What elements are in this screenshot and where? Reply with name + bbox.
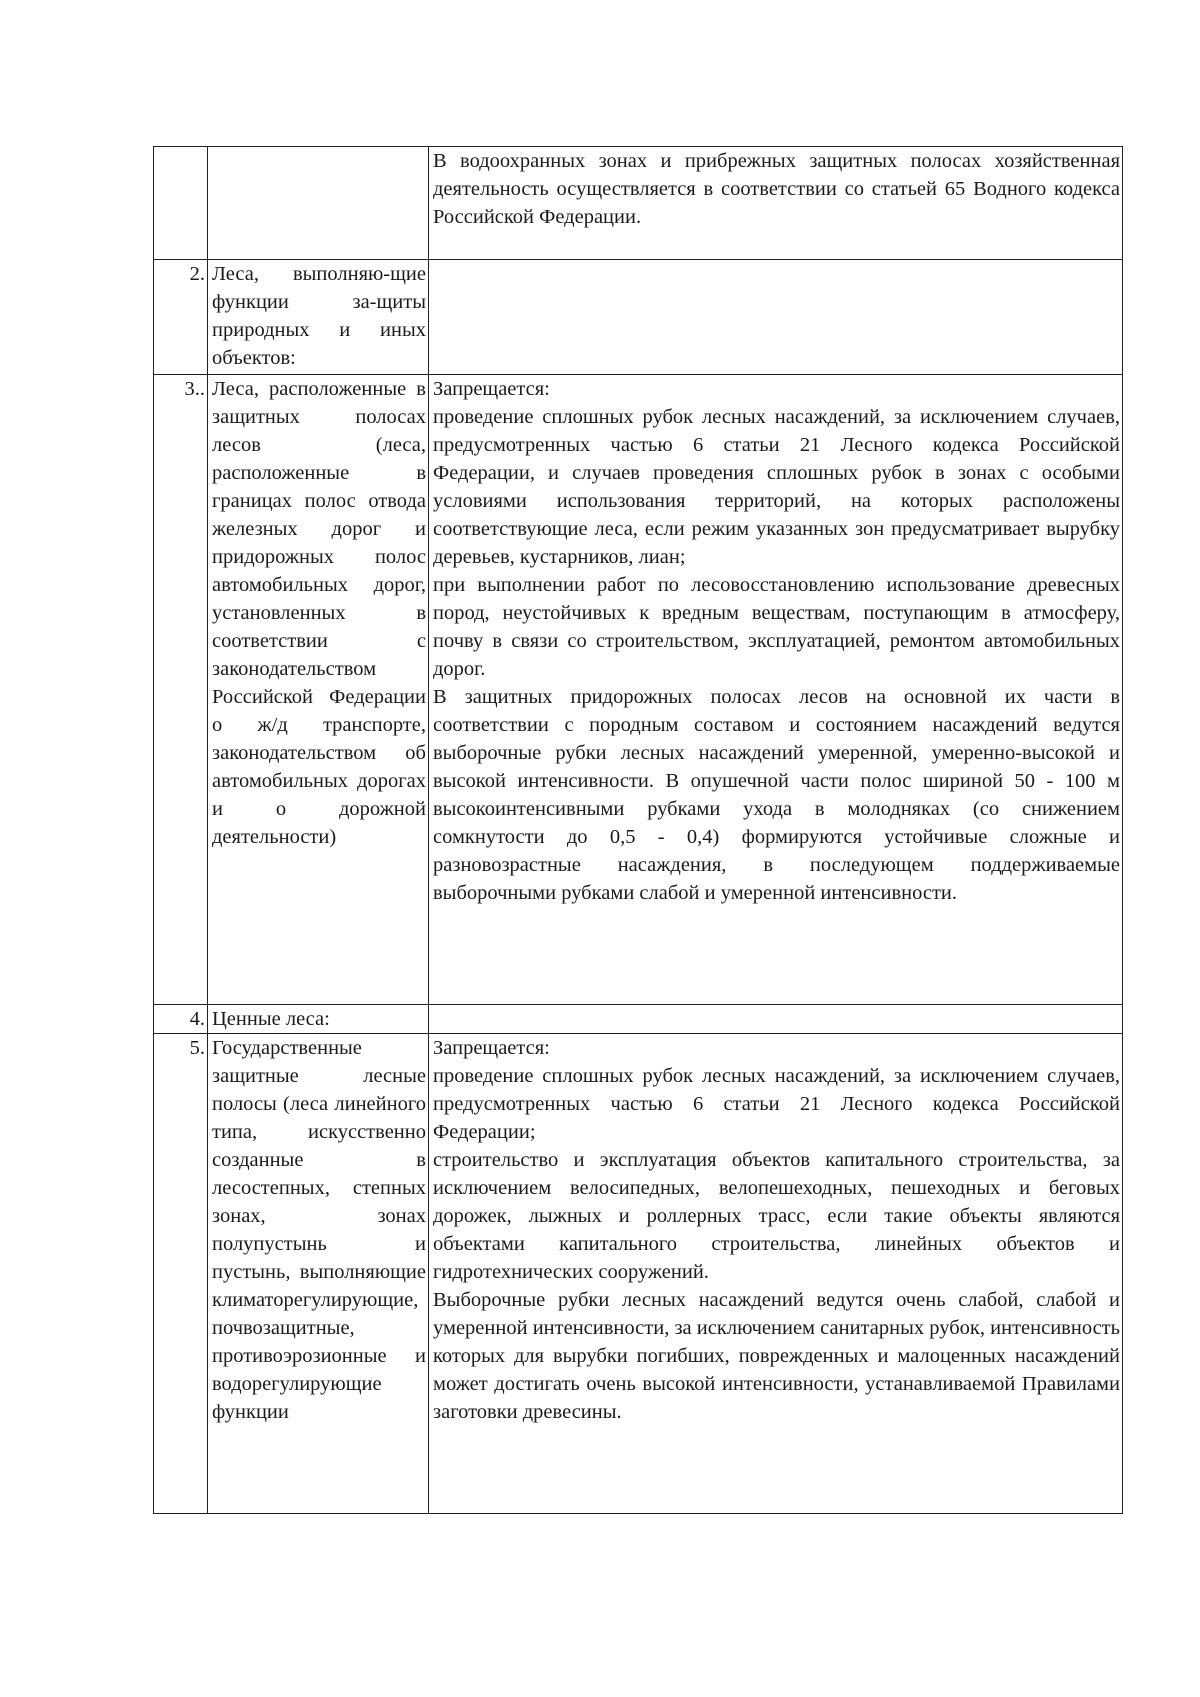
regulation-paragraph: В водоохранных зонах и прибрежных защитных полосах хозяйственная деятельность осуществляется в соответствии со статьей 65 Водного кодекса Российской Федерации. xyxy=(433,150,1120,228)
table-row xyxy=(154,375,1123,1005)
regulation-paragraph: Выборочные рубки лесных насаждений ведутся очень слабой, слабой и умеренной интенсивности, за исключением санитарных рубок, интенсивность которых для вырубки погибших, поврежденных и малоценных насаждений может достигать очень высокой интенсивности, устанавливаемой Правилами заготовки древесины. xyxy=(433,1289,1120,1423)
forest-category: Леса, выполняю-щие функции за-щиты природных и иных объектов: xyxy=(208,260,429,375)
row-number: 3.. xyxy=(154,375,208,1005)
table-row xyxy=(154,1034,1123,1514)
regulation-text xyxy=(429,147,1123,260)
row-number: 5. xyxy=(154,1034,208,1514)
regulation-text xyxy=(429,1005,1123,1034)
forest-category: Леса, расположенные в защитных полосах лесов (леса, расположенные в границах полос отвода железных дорог и придорожных полос автомобильных дорог, установленных в соответствии с законодательством Российской Федерации о ж/д транспорте, законодательством об автомобильных дорогах и о дорожной деятельности) xyxy=(208,375,429,1005)
row-number: 4. xyxy=(154,1005,208,1034)
table-row xyxy=(154,1005,1123,1034)
table-row xyxy=(154,260,1123,375)
regulation-text xyxy=(429,260,1123,375)
regulation-paragraph: проведение сплошных рубок лесных насаждений, за исключением случаев, предусмотренных частью 6 статьи 21 Лесного кодекса Российской Федерации; xyxy=(433,1065,1120,1143)
regulation-text xyxy=(429,375,1123,1005)
forest-category: Ценные леса: xyxy=(208,1005,429,1034)
regulation-paragraph: проведение сплошных рубок лесных насаждений, за исключением случаев, предусмотренных частью 6 статьи 21 Лесного кодекса Российской Федерации, и случаев проведения сплошных рубок в зонах с особыми условиями использования территорий, на которых расположены соответствующие леса, если режим указанных зон предусматривает вырубку деревьев, кустарников, лиан; xyxy=(433,406,1120,568)
regulation-heading: Запрещается: xyxy=(433,1037,550,1059)
regulation-heading: Запрещается: xyxy=(433,378,550,400)
row-number: 2. xyxy=(154,260,208,375)
table-row xyxy=(154,147,1123,260)
forest-category xyxy=(208,147,429,260)
forest-category: Государственные защитные лесные полосы (леса линейного типа, искусственно созданные в лесостепных, степных зонах, зонах полупустынь и пустынь, выполняющие климаторегулирующие, почвозащитные, противоэрозионные и водорегулирующие функции xyxy=(208,1034,429,1514)
regulation-paragraph: при выполнении работ по лесовосстановлению использование древесных пород, неустойчивых к вредным веществам, поступающим в атмосферу, почву в связи со строительством, эксплуатацией, ремонтом автомобильных дорог. xyxy=(433,574,1120,680)
regulation-paragraph: В защитных придорожных полосах лесов на основной их части в соответствии с породным составом и состоянием насаждений ведутся выборочные рубки лесных насаждений умеренной, умеренно-высокой и высокой интенсивности. В опушечной части полос шириной 50 - 100 м высокоинтенсивными рубками ухода в молодняках (со снижением сомкнутости до 0,5 - 0,4) формируются устойчивые сложные и разновозрастные насаждения, в последующем поддерживаемые выборочными рубками слабой и умеренной интенсивности. xyxy=(433,686,1120,904)
regulation-text xyxy=(429,1034,1123,1514)
row-number xyxy=(154,147,208,260)
regulation-paragraph: строительство и эксплуатация объектов капитального строительства, за исключением велосипедных, велопешеходных, пешеходных и беговых дорожек, лыжных и роллерных трасс, если такие объекты являются объектами капитального строительства, линейных объектов и гидротехнических сооружений. xyxy=(433,1149,1120,1283)
forest-regulations-table xyxy=(153,146,1123,1514)
